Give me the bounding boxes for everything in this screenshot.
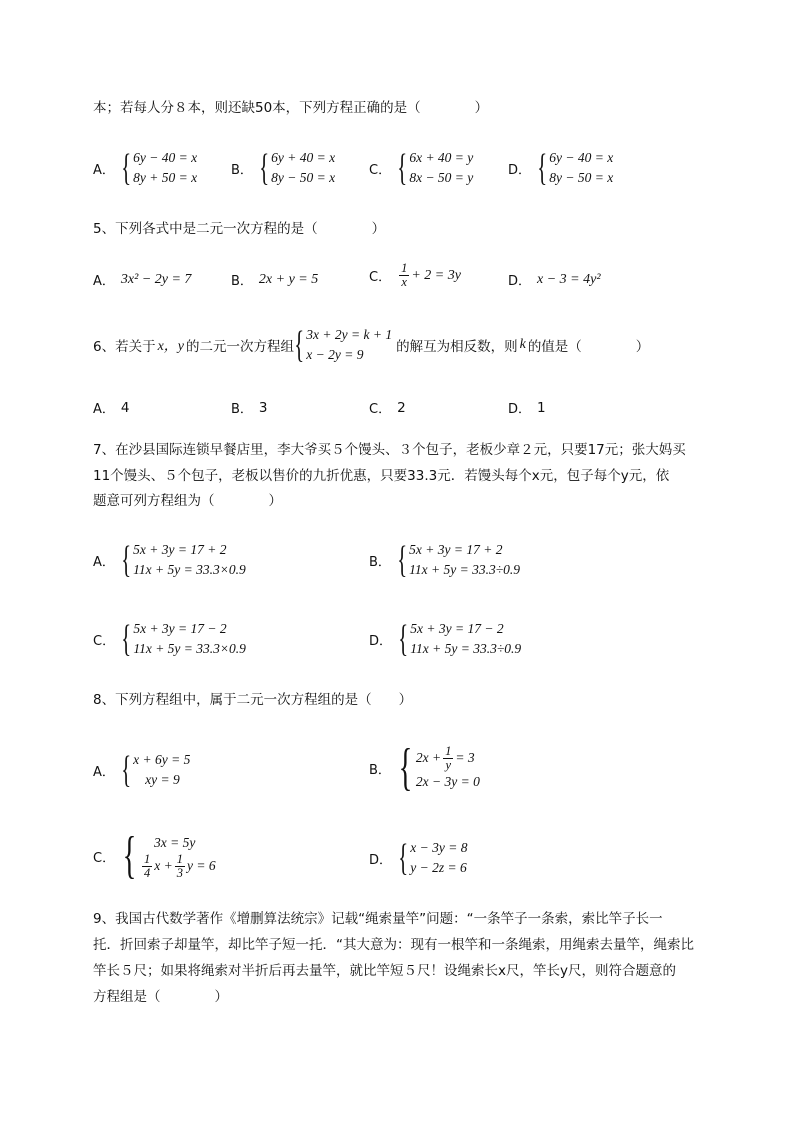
q4-option-b: B． { 6y + 40 = x 8y − 50 = x (231, 147, 336, 189)
q4-a-eq2: 8y + 50 = x (133, 170, 198, 185)
q9-line3: 竿长５尺；如果将绳索对半折后再去量竿，就比竿短５尺！设绳索长x尺，竿长y尺，则符合题意的 (93, 963, 676, 979)
q4-option-a: A． { 6y − 40 = x 8y + 50 = x (93, 147, 198, 189)
q4-a-eq1: 6y − 40 = x (133, 150, 198, 165)
q8-option-a: A． { x + 6y = 5 xy = 9 (93, 749, 191, 791)
q5-option-b: B． 2x + y = 5 (231, 271, 319, 289)
q8-stem: 8、下列方程组中，属于二元一次方程组的是（ ） (93, 692, 413, 708)
fraction: $\frac{1}{x}$ (401, 261, 408, 289)
q4-option-c: C． { 6x + 40 = y 8x − 50 = y (369, 147, 474, 189)
q9-line1: 9、我国古代数学著作《增删算法统宗》记载“绳索量竿”问题：“一条竿子一条索，索比竿子长一 (93, 911, 663, 927)
q4-c-eq1: 6x + 40 = y (409, 150, 474, 165)
q6-option-c: C． 2 (369, 399, 406, 417)
q5-option-d: D． x − 3 = 4y² (508, 271, 601, 289)
q6-eq1: 3x + 2y = k + 1 (306, 327, 393, 342)
q4-d-eq2: 8y − 50 = x (549, 170, 614, 185)
q6-eq2: x − 2y = 9 (306, 347, 364, 362)
q9-line2: 托．折回索子却量竿，却比竿子短一托．“其大意为：现有一根竿和一条绳索，用绳索去量竿，绳索比 (93, 937, 694, 953)
q7-option-d: D． { 5x + 3y = 17 − 2 11x + 5y = 33.3÷0.9 (369, 618, 522, 660)
q4-d-eq1: 6y − 40 = x (549, 150, 614, 165)
q4-b-eq1: 6y + 40 = x (271, 150, 336, 165)
q7-line2: 11个馒头、５个包子，老板以售价的九折优惠，只要33.3元．若馒头每个x元，包子每个y元，依 (93, 468, 670, 484)
q4-stem-tail: 本；若每人分８本，则还缺50本，下列方程正确的是（ ） (93, 100, 489, 116)
q5-option-c: C． $\frac{1}{x}$ + 2 = 3y (369, 261, 461, 289)
q8-option-d: D． { x − 3y = 8 y − 2z = 6 (369, 837, 468, 879)
q5-stem: 5、下列各式中是二元一次方程的是（ ） (93, 221, 386, 237)
q6-option-d: D． 1 (508, 399, 546, 417)
q5-option-a: A． 3x² − 2y = 7 (93, 271, 192, 289)
q6-stem: 6、若关于 x，y 的二元一次方程组 { 3x + 2y = k + 1 x − 2y = 9 的解互为相反数，则 k 的值是（ ） (93, 324, 650, 366)
q8-option-c: C． { 3x = 5y $\frac{1}{4}$ x + $\frac{1}{3}$ y = 6 (93, 827, 216, 884)
q7-option-b: B． { 5x + 3y = 17 + 2 11x + 5y = 33.3÷0.9 (369, 539, 521, 581)
q9-line4: 方程组是（ ） (93, 989, 228, 1005)
q7-option-c: C． { 5x + 3y = 17 − 2 11x + 5y = 33.3×0.9 (93, 618, 246, 660)
q7-line3: 题意可列方程组为（ ） (93, 493, 282, 509)
q6-option-b: B． 3 (231, 399, 268, 417)
q4-c-eq2: 8x − 50 = y (409, 170, 474, 185)
q7-option-a: A． { 5x + 3y = 17 + 2 11x + 5y = 33.3×0.9 (93, 539, 246, 581)
q4-option-d: D． { 6y − 40 = x 8y − 50 = x (508, 147, 614, 189)
q4-b-eq2: 8y − 50 = x (271, 170, 336, 185)
q6-option-a: A． 4 (93, 399, 130, 417)
q7-line1: 7、在沙县国际连锁早餐店里，李大爷买５个馒头、３个包子，老板少章２元，只要17元；张大妈买 (93, 442, 686, 458)
q8-option-b: B． { 2x + $\frac{1}{y}$ = 3 2x − 3y = 0 (369, 739, 480, 796)
